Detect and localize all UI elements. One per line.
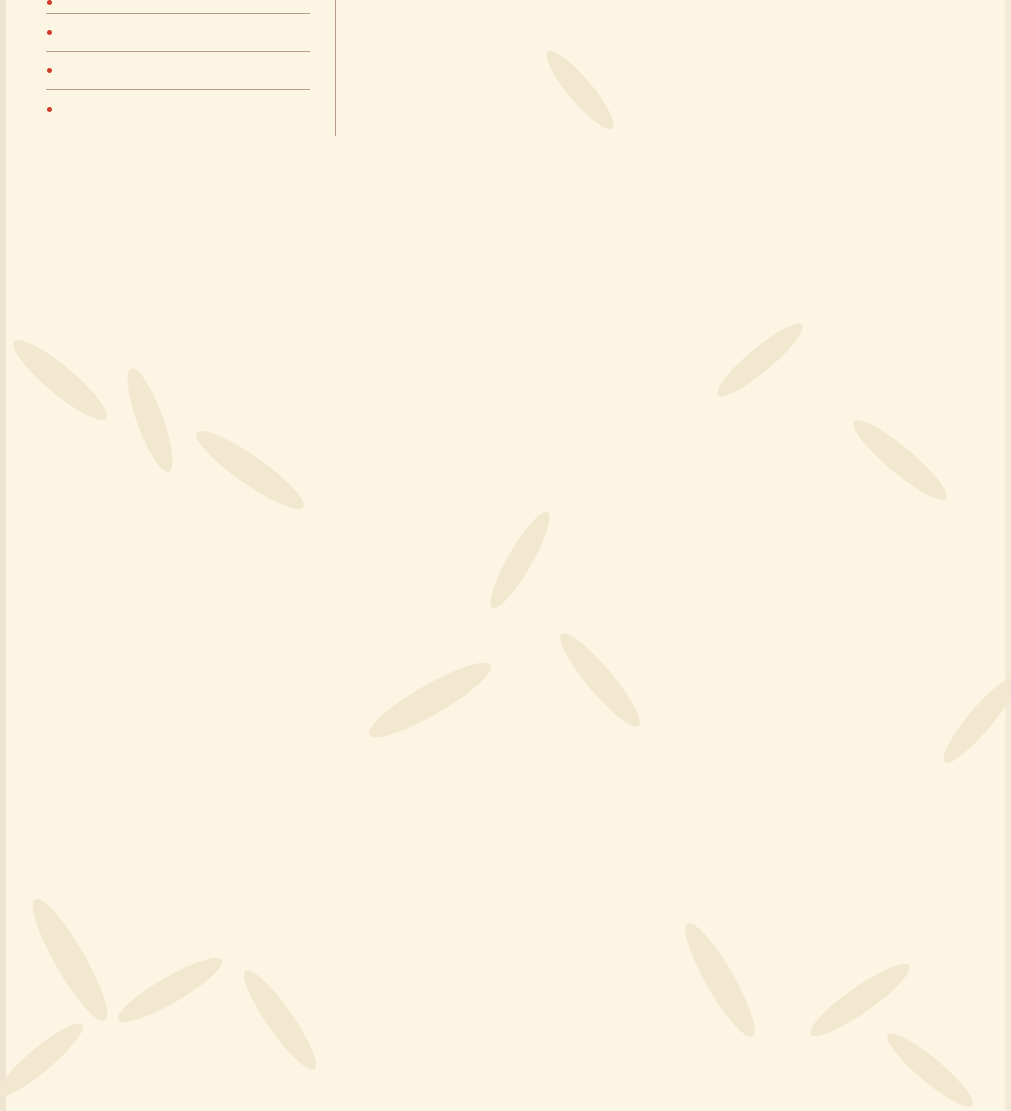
bullet-dot-icon [47, 107, 52, 112]
sidebar-divider [335, 0, 336, 136]
page-edge-right [1005, 0, 1011, 1111]
bullet-dot-icon [47, 0, 52, 5]
bullet-dot-icon [47, 68, 52, 73]
sidebar-item-drink[interactable] [46, 52, 310, 90]
sidebar-item-party-tray[interactable] [46, 90, 310, 128]
sidebar-item-kids-happy-box[interactable] [46, 14, 310, 52]
page-edge-left [0, 0, 6, 1111]
sidebar-item-sushi-bar-specialties[interactable] [46, 0, 310, 14]
bullet-dot-icon [47, 30, 52, 35]
sidebar-menu [46, 0, 310, 128]
